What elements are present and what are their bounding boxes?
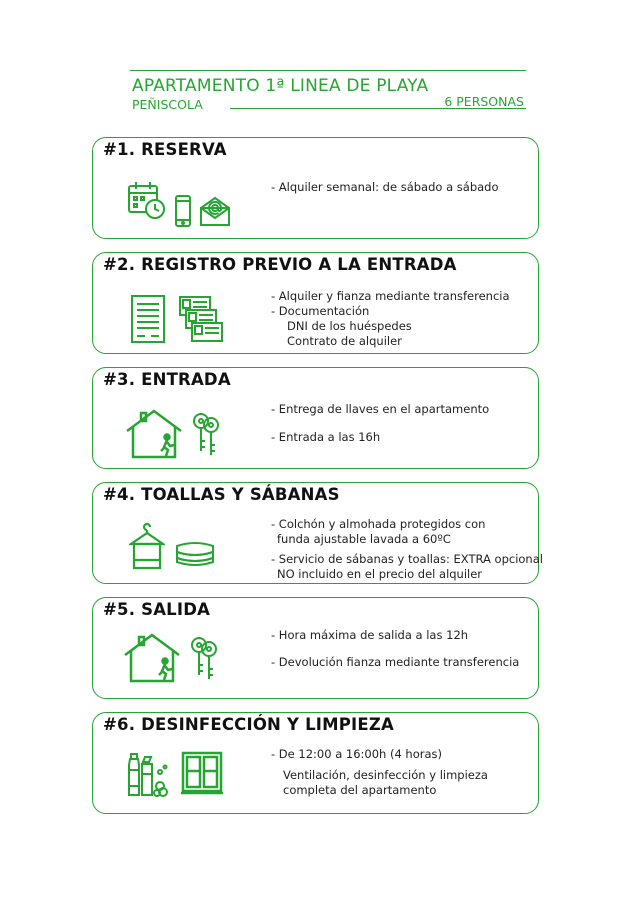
text-line: - Servicio de sábanas y toallas: EXTRA opcional bbox=[271, 552, 543, 566]
section-text bbox=[271, 747, 488, 798]
text-line: Contrato de alquiler bbox=[287, 334, 402, 348]
section-heading: #5. SALIDA bbox=[103, 600, 211, 619]
id-cards-icon bbox=[179, 296, 223, 342]
section-toallas bbox=[92, 482, 543, 584]
section-text bbox=[271, 517, 543, 582]
section-text bbox=[271, 628, 519, 670]
section-text bbox=[271, 289, 510, 349]
document-icon bbox=[131, 295, 165, 343]
section-registro bbox=[92, 252, 539, 354]
text-line: - Entrega de llaves en el apartamento bbox=[271, 402, 490, 416]
capacity-label: 6 PERSONAS bbox=[444, 94, 524, 109]
section-heading: #3. ENTRADA bbox=[103, 370, 231, 389]
text-line: - De 12:00 a 16:00h (4 horas) bbox=[271, 747, 443, 761]
text-line: Ventilación, desinfección y limpieza bbox=[283, 768, 488, 782]
smartphone-icon bbox=[175, 195, 191, 227]
header-top-rule bbox=[130, 70, 526, 71]
window-icon bbox=[181, 751, 223, 795]
section-heading: #4. TOALLAS Y SÁBANAS bbox=[103, 485, 340, 504]
section-salida bbox=[92, 597, 539, 699]
folded-linen-icon bbox=[173, 540, 217, 568]
location-label: PEÑISCOLA bbox=[132, 97, 203, 112]
text-line: - Devolución fianza mediante transferencia bbox=[271, 655, 520, 669]
keys-icon bbox=[191, 411, 221, 457]
section-heading: #6. DESINFECCIÓN Y LIMPIEZA bbox=[103, 715, 394, 734]
page-title: APARTAMENTO 1ª LINEA DE PLAYA bbox=[132, 76, 429, 96]
text-line: funda ajustable lavada a 60ºC bbox=[277, 532, 451, 546]
hanger-towel-icon bbox=[129, 522, 165, 572]
text-line: - Alquiler semanal: de sábado a sábado bbox=[271, 180, 499, 194]
section-heading: #1. RESERVA bbox=[103, 140, 227, 159]
section-reserva bbox=[92, 137, 539, 239]
text-line: DNI de los huéspedes bbox=[287, 319, 412, 333]
text-line: NO incluido en el precio del alquiler bbox=[277, 567, 483, 581]
email-icon bbox=[199, 195, 231, 227]
section-desinfeccion bbox=[92, 712, 539, 814]
text-line: - Documentación bbox=[271, 304, 370, 318]
text-line: - Entrada a las 16h bbox=[271, 430, 381, 444]
cleaning-supplies-icon bbox=[127, 748, 169, 798]
section-entrada bbox=[92, 367, 539, 469]
text-line: - Colchón y almohada protegidos con bbox=[271, 517, 486, 531]
text-line: - Hora máxima de salida a las 12h bbox=[271, 628, 469, 642]
text-line: completa del apartamento bbox=[283, 783, 437, 797]
keys-icon bbox=[189, 635, 219, 681]
section-text bbox=[271, 402, 489, 445]
text-line: - Alquiler y fianza mediante transferencia bbox=[271, 289, 510, 303]
house-exit-icon bbox=[123, 633, 181, 683]
house-enter-icon bbox=[125, 409, 183, 459]
section-text bbox=[271, 180, 499, 195]
calendar-clock-icon bbox=[127, 180, 167, 220]
section-heading: #2. REGISTRO PREVIO A LA ENTRADA bbox=[103, 255, 457, 274]
